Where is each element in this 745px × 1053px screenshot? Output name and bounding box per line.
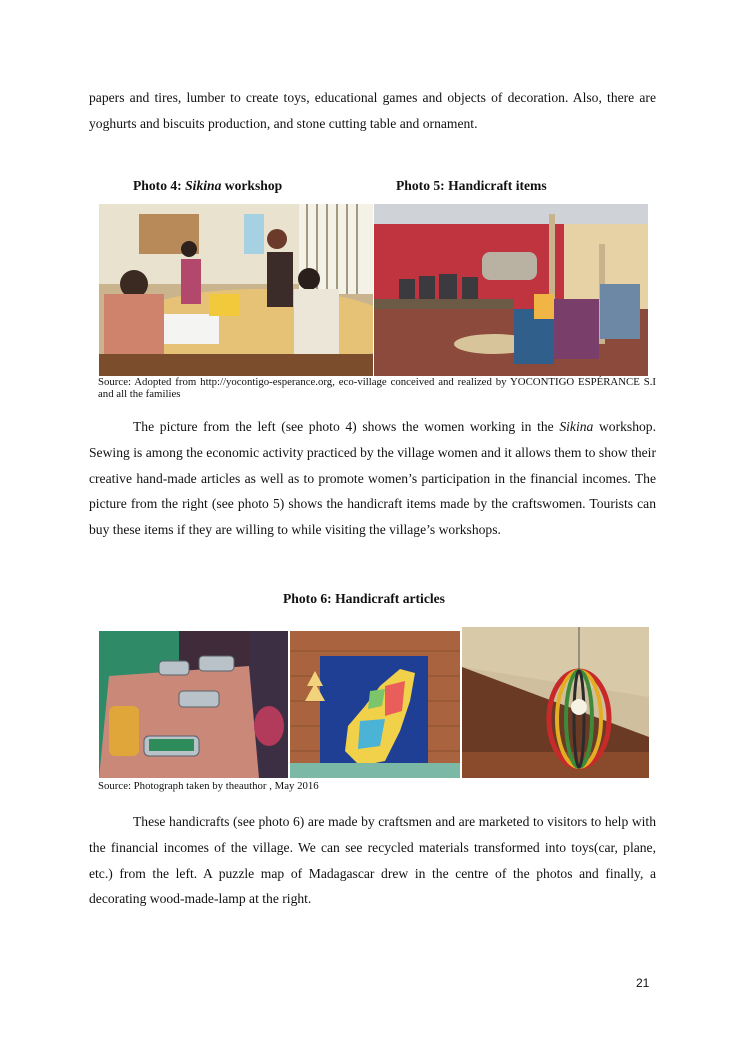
- paragraph-photo-6: These handicrafts (see photo 6) are made by craftsmen and are marketed to visitors to help with the financial incomes of the village. We can see recycled materials transformed into toys(car, plane, etc.) from the left. A puzzle map of Madagascar drew in the centre of the photos and finally, a decorating wood-made-lamp at the right.: [89, 814, 656, 907]
- caption-photo-5: Photo 5: Handicraft items: [396, 178, 547, 193]
- photo-handicraft-items: [374, 204, 648, 376]
- photo-recycled-toys: [99, 631, 288, 778]
- paragraph-intro: papers and tires, lumber to create toys, educational games and objects of decoration. Also, there are yoghurts and biscuits production, and stone cutting table and ornament.: [89, 90, 656, 131]
- photo-madagascar-puzzle: [290, 631, 460, 778]
- caption-photo-4: Photo 4: Sikina workshop: [133, 178, 283, 193]
- page-number: 21: [636, 976, 650, 990]
- source-bottom: Source: Photograph taken by theauthor , May 2016: [98, 780, 319, 792]
- caption-photo-6: Photo 6: Handicraft articles: [283, 591, 445, 606]
- photo-workshop: [99, 204, 373, 376]
- paragraph-photos-4-5: The picture from the left (see photo 4) shows the women working in the Sikina workshop. Sewing is among the economic activity practiced by the village women and it allows them to show their creative hand-made articles as well as to promote women’s participation in the financial incomes. The picture from the right (see photo 5) shows the handicraft items made by the craftswomen. Tourists can buy these items if they are willing to while visiting the village’s workshops.: [89, 419, 656, 538]
- photo-wooden-lamp: [462, 627, 649, 778]
- source-top: Source: Adopted from http://yocontigo-esperance.org, eco-village conceived and realized by YOCONTIGO ESPÉRANCE S.I and all the families: [98, 376, 656, 400]
